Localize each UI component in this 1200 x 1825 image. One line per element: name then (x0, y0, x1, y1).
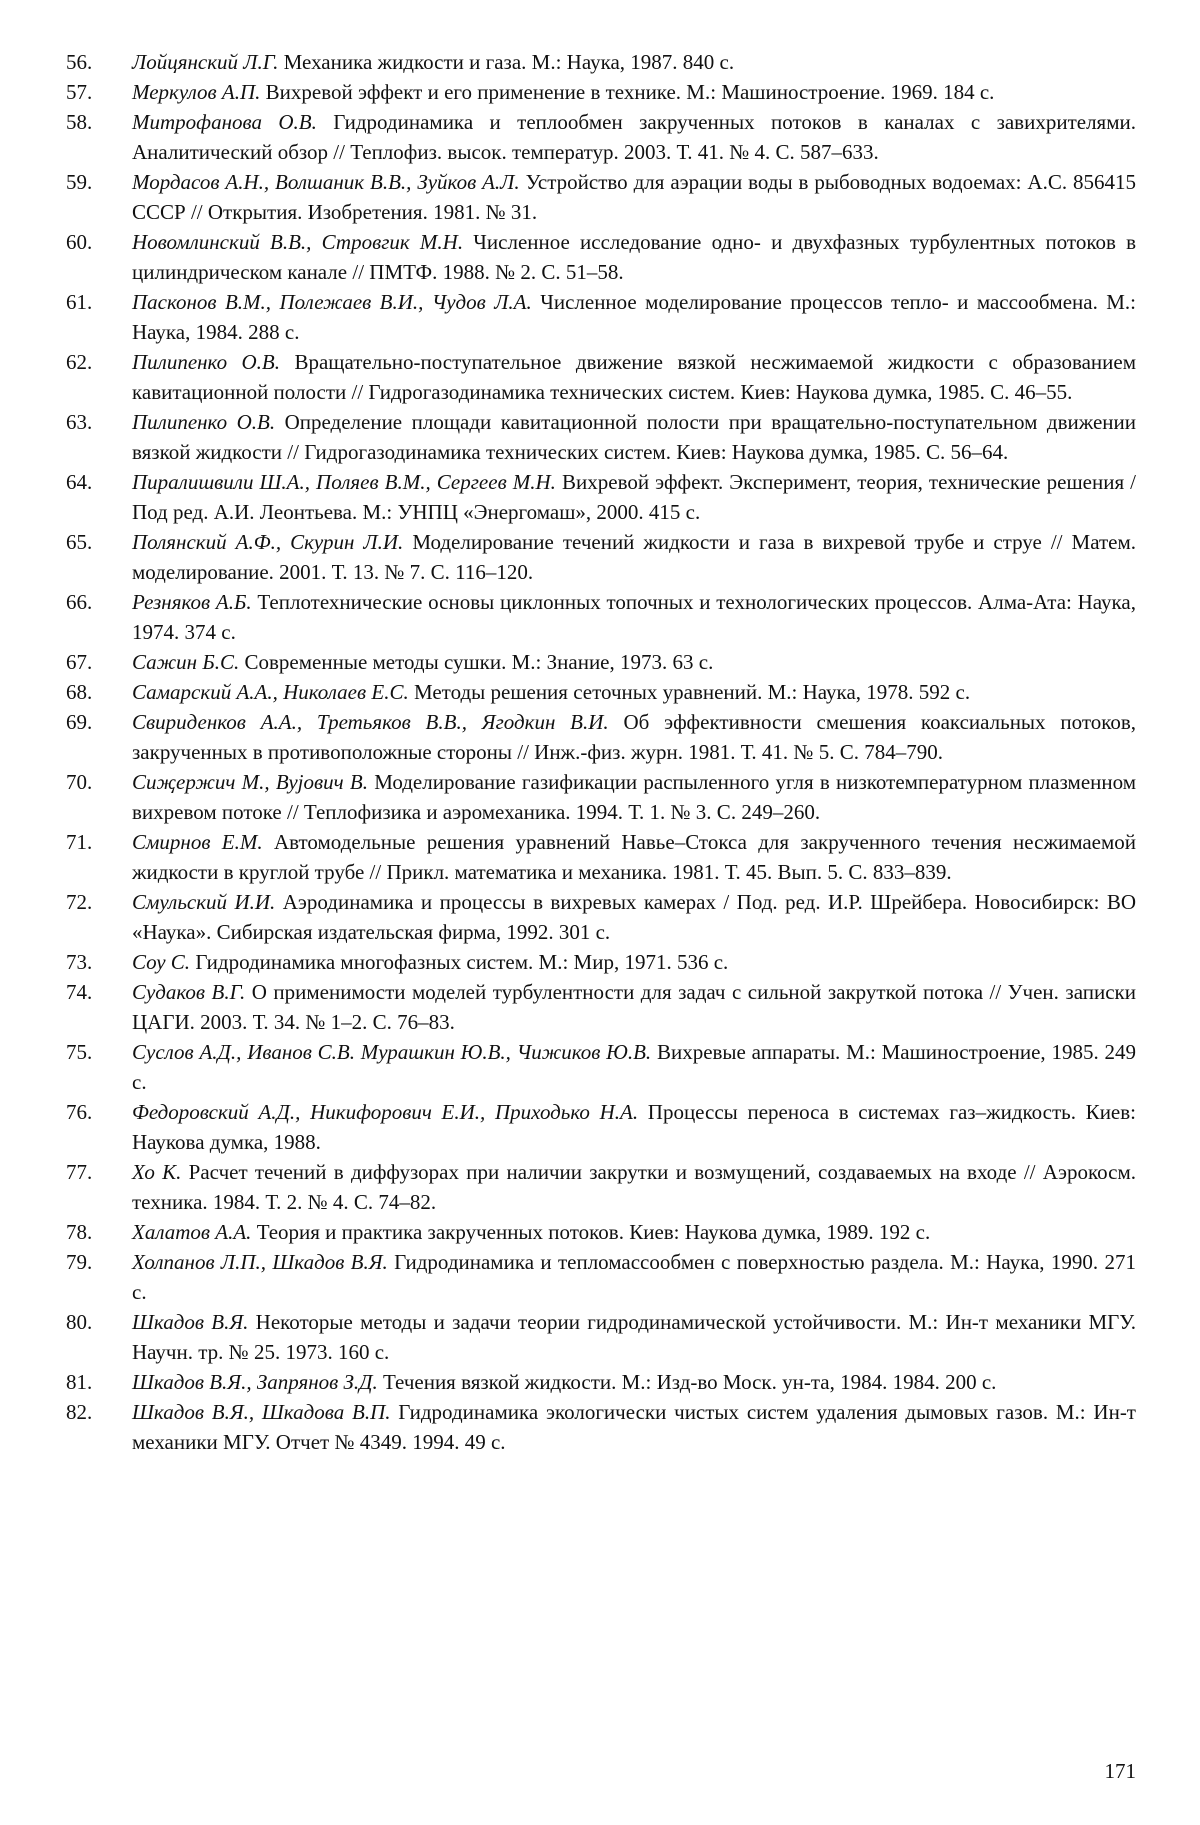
reference-item (66, 467, 1136, 527)
reference-item (66, 107, 1136, 167)
reference-body: Устройство для аэрации воды в рыбоводных водоемах: А.С. 856415 СССР // Открытия. Изобретения. 1981. № 31. (132, 170, 1136, 224)
reference-text (132, 347, 1136, 407)
reference-body: Вращательно-поступательное движение вязкой несжимаемой жидкости с образованием кавитационной полости // Гидрогазодинамика технических систем. Киев: Наукова думка, 1985. С. 46–55. (132, 350, 1136, 404)
reference-body: Расчет течений в диффузорах при наличии закрутки и возмущений, создаваемых на входе // Аэрокосм. техника. 1984. Т. 2. № 4. С. 74–82. (132, 1160, 1136, 1214)
reference-number: 63. (66, 410, 93, 434)
reference-text (132, 167, 1136, 227)
reference-authors: Смульский И.И. (132, 890, 276, 914)
reference-authors: Пасконов В.М., Полежаев В.И., Чудов Л.А. (132, 290, 532, 314)
reference-authors: Пилипенко О.В. (132, 410, 276, 434)
reference-number: 65. (66, 530, 93, 554)
reference-item (66, 1097, 1136, 1157)
reference-body: О применимости моделей турбулентности для задач с сильной закруткой потока // Учен. записки ЦАГИ. 2003. Т. 34. № 1–2. С. 76–83. (132, 980, 1136, 1034)
page-number: 171 (1104, 1759, 1136, 1783)
reference-number: 71. (66, 830, 93, 854)
reference-body: Теория и практика закрученных потоков. Киев: Наукова думка, 1989. 192 с. (256, 1220, 931, 1244)
reference-text (132, 767, 1136, 827)
reference-body: Гидродинамика и тепломассообмен с поверхностью раздела. М.: Наука, 1990. 271 с. (132, 1250, 1136, 1304)
reference-number: 64. (66, 470, 93, 494)
reference-body: Современные методы сушки. М.: Знание, 1973. 63 с. (244, 650, 714, 674)
reference-authors: Самарский А.А., Николаев Е.С. (132, 680, 409, 704)
reference-number: 72. (66, 890, 93, 914)
reference-authors: Пилипенко О.В. (132, 350, 281, 374)
reference-authors: Лойцянский Л.Г. (132, 50, 279, 74)
reference-authors: Мордасов А.Н., Волшаник В.В., Зуйков А.Л. (132, 170, 520, 194)
reference-text (132, 1097, 1136, 1157)
reference-number: 78. (66, 1220, 93, 1244)
reference-authors: Митрофанова О.В. (132, 110, 317, 134)
reference-item (66, 977, 1136, 1037)
reference-item (66, 647, 1136, 677)
reference-text (132, 1397, 1136, 1457)
reference-body: Гидродинамика и теплообмен закрученных потоков в каналах с завихрителями. Аналитический обзор // Теплофиз. высок. температур. 2003. Т. 41. № 4. С. 587–633. (132, 110, 1136, 164)
reference-item (66, 587, 1136, 647)
reference-item (66, 1367, 1136, 1397)
reference-number: 79. (66, 1250, 93, 1274)
reference-body: Численное моделирование процессов тепло- и массообмена. М.: Наука, 1984. 288 с. (132, 290, 1136, 344)
reference-number: 66. (66, 590, 93, 614)
reference-body: Численное исследование одно- и двухфазных турбулентных потоков в цилиндрическом канале // ПМТФ. 1988. № 2. С. 51–58. (132, 230, 1136, 284)
reference-text (132, 1157, 1136, 1217)
reference-item (66, 407, 1136, 467)
reference-text (132, 77, 1136, 107)
reference-body: Теплотехнические основы циклонных топочных и технологических процессов. Алма-Ата: Наука, 1974. 374 с. (132, 590, 1137, 644)
reference-authors: Шкадов В.Я. (132, 1310, 249, 1334)
reference-body: Моделирование течений жидкости и газа в вихревой трубе и струе // Матем. моделирование. 2001. Т. 13. № 7. С. 116–120. (132, 530, 1137, 584)
reference-item (66, 77, 1136, 107)
reference-text (132, 827, 1136, 887)
reference-authors: Сажин Б.С. (132, 650, 240, 674)
reference-number: 60. (66, 230, 93, 254)
reference-item (66, 707, 1136, 767)
reference-item (66, 287, 1136, 347)
reference-text (132, 1307, 1136, 1367)
reference-item (66, 947, 1136, 977)
reference-body: Механика жидкости и газа. М.: Наука, 1987. 840 с. (283, 50, 735, 74)
reference-authors: Смирнов Е.М. (132, 830, 263, 854)
reference-body: Об эффективности смешения коаксиальных потоков, закрученных в противоположные стороны // Инж.-физ. журн. 1981. Т. 41. № 5. С. 784–790. (132, 710, 1137, 764)
reference-item (66, 527, 1136, 587)
reference-number: 56. (66, 50, 93, 74)
reference-authors: Полянский А.Ф., Скурин Л.И. (132, 530, 404, 554)
reference-item (66, 1217, 1136, 1247)
reference-body: Моделирование газификации распыленного угля в низкотемпературном плазменном вихревом потоке // Теплофизика и аэромеханика. 1994. Т. 1. № 3. С. 249–260. (132, 770, 1137, 824)
reference-number: 81. (66, 1370, 93, 1394)
reference-number: 75. (66, 1040, 93, 1064)
reference-authors: Пиралишвили Ш.А., Поляев В.М., Сергеев М.Н. (132, 470, 556, 494)
reference-number: 73. (66, 950, 93, 974)
reference-number: 62. (66, 350, 93, 374)
reference-text (132, 1367, 1136, 1397)
reference-authors: Соу С. (132, 950, 191, 974)
reference-number: 82. (66, 1400, 93, 1424)
reference-item (66, 1247, 1136, 1307)
reference-authors: Сиҗержич М., Вујович В. (132, 770, 368, 794)
reference-item (66, 767, 1136, 827)
reference-authors: Хо К. (132, 1160, 182, 1184)
reference-list (66, 47, 1136, 1457)
reference-item (66, 167, 1136, 227)
reference-item (66, 227, 1136, 287)
reference-number: 76. (66, 1100, 93, 1124)
reference-body: Методы решения сеточных уравнений. М.: Наука, 1978. 592 с. (413, 680, 971, 704)
reference-text (132, 467, 1136, 527)
reference-body: Вихревые аппараты. М.: Машиностроение, 1985. 249 с. (132, 1040, 1136, 1094)
reference-item (66, 1307, 1136, 1367)
reference-authors: Шкадов В.Я., Запрянов З.Д. (132, 1370, 378, 1394)
reference-number: 69. (66, 710, 93, 734)
reference-text (132, 287, 1136, 347)
reference-authors: Федоровский А.Д., Никифорович Е.И., Приходько Н.А. (132, 1100, 639, 1124)
reference-text (132, 647, 1136, 677)
reference-authors: Судаков В.Г. (132, 980, 246, 1004)
reference-text (132, 977, 1136, 1037)
reference-item (66, 347, 1136, 407)
reference-body: Вихревой эффект и его применение в технике. М.: Машиностроение. 1969. 184 с. (265, 80, 995, 104)
reference-body: Определение площади кавитационной полости при вращательно-поступательном движении вязкой жидкости // Гидрогазодинамика технических систем. Киев: Наукова думка, 1985. С. 56–64. (132, 410, 1136, 464)
reference-body: Гидродинамика экологически чистых систем удаления дымовых газов. М.: Ин-т механики МГУ. Отчет № 4349. 1994. 49 с. (132, 1400, 1136, 1454)
reference-text (132, 107, 1136, 167)
reference-item (66, 827, 1136, 887)
reference-number: 80. (66, 1310, 93, 1334)
reference-number: 74. (66, 980, 93, 1004)
reference-item (66, 1157, 1136, 1217)
reference-text (132, 947, 1136, 977)
reference-text (132, 1037, 1136, 1097)
reference-number: 59. (66, 170, 93, 194)
reference-body: Автомодельные решения уравнений Навье–Стокса для закрученного течения несжимаемой жидкости в круглой трубе // Прикл. математика и механика. 1981. Т. 45. Вып. 5. С. 833–839. (132, 830, 1137, 884)
reference-text (132, 587, 1136, 647)
reference-number: 57. (66, 80, 93, 104)
reference-item (66, 1037, 1136, 1097)
reference-number: 70. (66, 770, 93, 794)
reference-text (132, 887, 1136, 947)
reference-body: Процессы переноса в системах газ–жидкость. Киев: Наукова думка, 1988. (132, 1100, 1136, 1154)
reference-authors: Меркулов А.П. (132, 80, 261, 104)
reference-body: Некоторые методы и задачи теории гидродинамической устойчивости. М.: Ин-т механики МГУ. Научн. тр. № 25. 1973. 160 с. (132, 1310, 1136, 1364)
reference-number: 61. (66, 290, 93, 314)
reference-body: Аэродинамика и процессы в вихревых камерах / Под. ред. И.Р. Шрейбера. Новосибирск: ВО «Наука». Сибирская издательская фирма, 1992. 301 с. (132, 890, 1137, 944)
reference-text (132, 1247, 1136, 1307)
reference-text (132, 227, 1136, 287)
reference-text (132, 1217, 1136, 1247)
reference-text (132, 527, 1136, 587)
reference-authors: Халатов А.А. (132, 1220, 252, 1244)
reference-authors: Резняков А.Б. (132, 590, 252, 614)
reference-item (66, 47, 1136, 77)
reference-authors: Свириденков А.А., Третьяков В.В., Ягодкин В.И. (132, 710, 609, 734)
reference-body: Гидродинамика многофазных систем. М.: Мир, 1971. 536 с. (195, 950, 729, 974)
reference-item (66, 677, 1136, 707)
reference-text (132, 677, 1136, 707)
reference-authors: Шкадов В.Я., Шкадова В.П. (132, 1400, 391, 1424)
reference-number: 58. (66, 110, 93, 134)
reference-text (132, 407, 1136, 467)
reference-item (66, 887, 1136, 947)
reference-authors: Холпанов Л.П., Шкадов В.Я. (132, 1250, 388, 1274)
reference-text (132, 707, 1136, 767)
reference-authors: Суслов А.Д., Иванов С.В. Мурашкин Ю.В., Чижиков Ю.В. (132, 1040, 652, 1064)
reference-number: 77. (66, 1160, 93, 1184)
reference-body: Вихревой эффект. Эксперимент, теория, технические решения / Под ред. А.И. Леонтьева. М.: УНПЦ «Энергомаш», 2000. 415 с. (132, 470, 1137, 524)
reference-body: Течения вязкой жидкости. М.: Изд-во Моск. ун-та, 1984. 1984. 200 с. (383, 1370, 997, 1394)
reference-item (66, 1397, 1136, 1457)
reference-number: 68. (66, 680, 93, 704)
reference-text (132, 47, 1136, 77)
reference-authors: Новомлинский В.В., Стровгик М.Н. (132, 230, 464, 254)
reference-number: 67. (66, 650, 93, 674)
